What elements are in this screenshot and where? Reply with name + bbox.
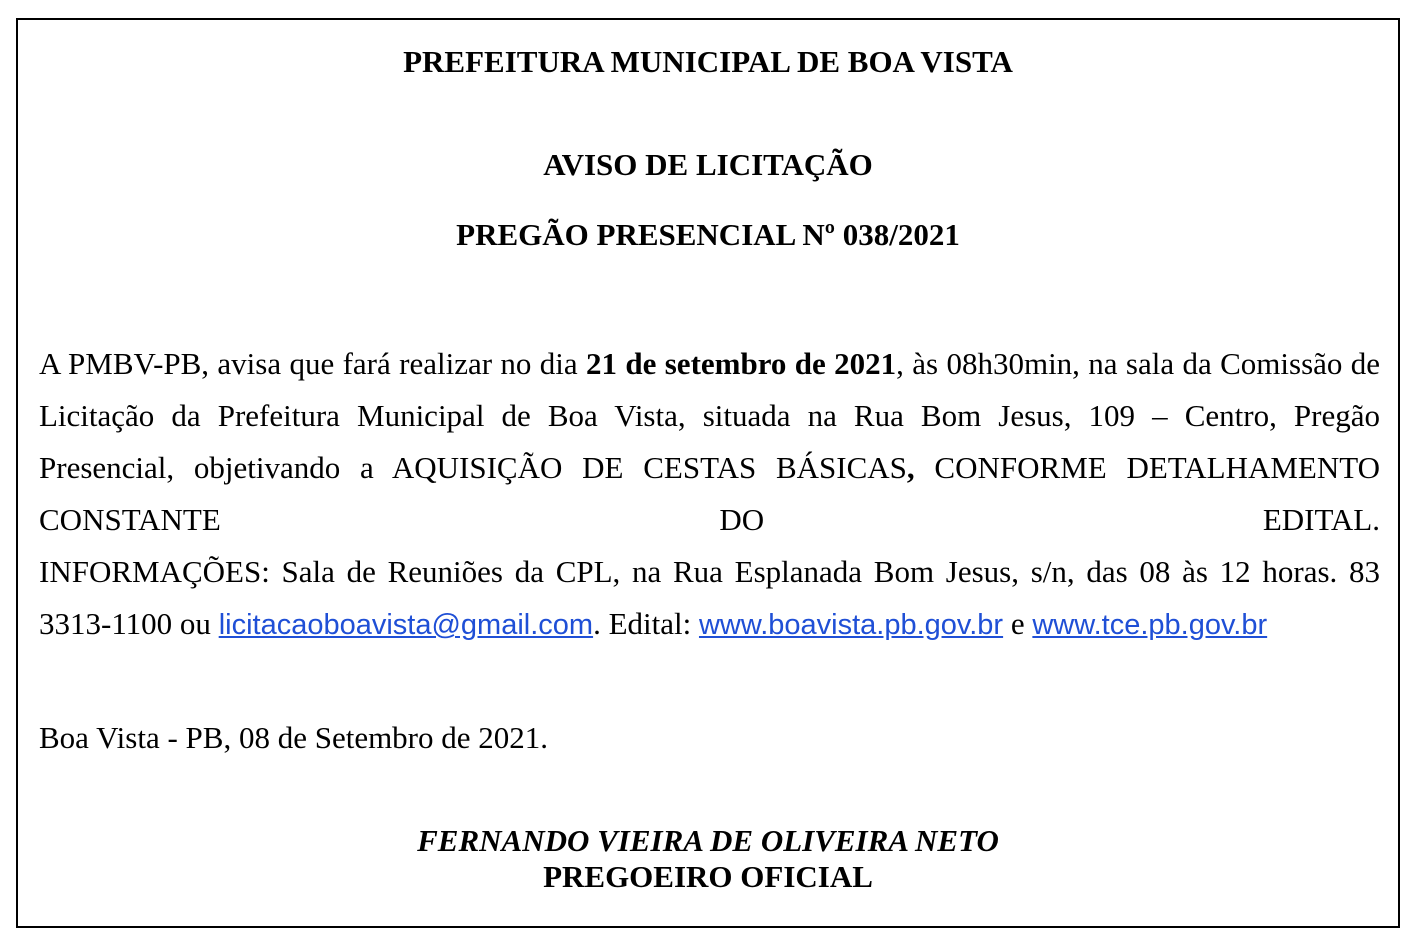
organization-heading: PREFEITURA MUNICIPAL DE BOA VISTA: [403, 44, 1013, 79]
paragraph-event-text-c: CONFORME DETALHAMENTO CONSTANTE DO EDITAL.: [39, 450, 1380, 537]
tce-site-link[interactable]: www.tce.pb.gov.br: [1032, 609, 1268, 641]
paragraph-event-text-a: A PMBV-PB, avisa que fará realizar no dia: [39, 346, 587, 381]
bold-comma: ,: [906, 450, 915, 485]
paragraph-info-text-c: e: [1003, 606, 1033, 641]
notice-body: [39, 338, 1380, 651]
notice-title: AVISO DE LICITAÇÃO: [543, 147, 873, 182]
paragraph-info: [39, 546, 1380, 651]
event-date: 21 de setembro de 2021: [586, 346, 897, 381]
signatory-name: FERNANDO VIEIRA DE OLIVEIRA NETO: [417, 823, 999, 858]
email-link[interactable]: licitacaoboavista@gmail.com: [218, 609, 594, 641]
date-line: Boa Vista - PB, 08 de Setembro de 2021.: [39, 720, 549, 755]
procurement-number: PREGÃO PRESENCIAL Nº 038/2021: [456, 217, 960, 252]
paragraph-info-text-a: INFORMAÇÕES: Sala de Reuniões da CPL, na Rua Esplanada Bom Jesus, s/n, das 08 às 12 horas. 83 3313-1100 ou: [39, 554, 1380, 641]
paragraph-info-text-b: . Edital:: [593, 606, 699, 641]
notice-frame: [16, 18, 1400, 928]
paragraph-event-text-b: , às 08h30min, na sala da Comissão de Licitação da Prefeitura Municipal de Boa Vista, situada na Rua Bom Jesus, 109 – Centro, Pregão Presencial, objetivando a AQUISIÇÃO DE CESTAS BÁSICAS: [39, 346, 1381, 485]
edital-site-link[interactable]: www.boavista.pb.gov.br: [698, 609, 1004, 641]
signatory-role: PREGOEIRO OFICIAL: [543, 859, 873, 894]
paragraph-event: [39, 338, 1380, 546]
